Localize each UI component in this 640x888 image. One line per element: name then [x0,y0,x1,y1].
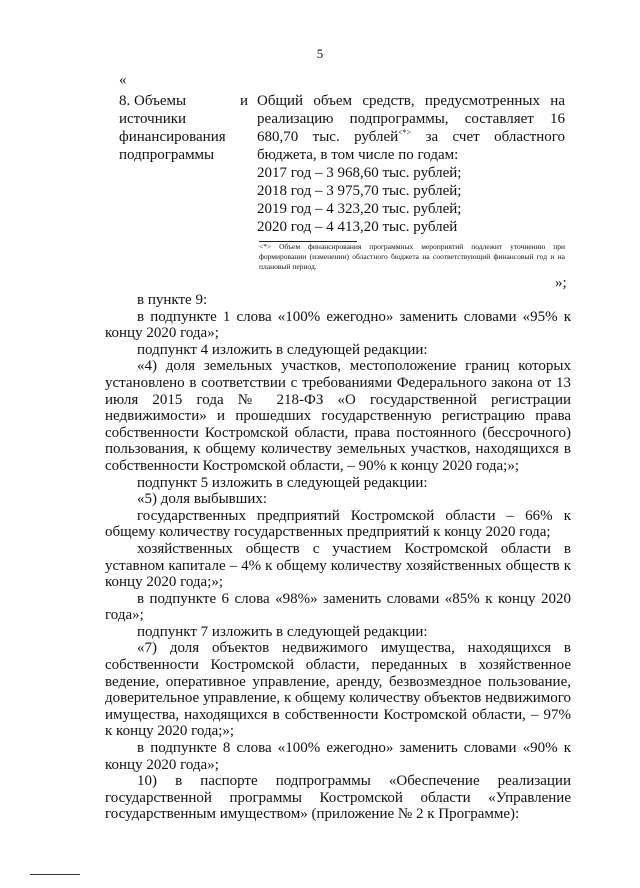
table-row-label [119,92,249,164]
funding-intro-tail: за счет областного бюджета, в том числе по годам: [257,129,565,163]
paragraph: 10) в паспорте подпрограммы «Обеспечение реализации государственной программы Костромской области «Управление государственным имуществом» (приложение № 2 к Программе): [105,773,571,823]
paragraph: в подпункте 1 слова «100% ежегодно» заменить словами «95% к концу 2020 года»; [105,308,571,342]
year-amount: 2020 год – 4 413,20 тыс. рублей [257,219,458,235]
paragraph: в подпункте 6 слова «98%» заменить словами «85% к концу 2020 года»; [105,590,571,624]
paragraph: «5) доля выбывших: [137,491,268,508]
table-row-value [257,92,565,236]
closing-quote-mark: »; [555,275,567,291]
paragraph: государственных предприятий Костромской области – 66% к общему количеству государственных предприятий к концу 2020 года; [105,507,571,541]
funding-intro-text: Общий объем средств, предусмотренных на реализацию подпрограммы, составляет 16 680,70 тыс. рублей [257,93,565,145]
opening-quote-mark: « [119,72,127,88]
page-number: 5 [316,46,324,61]
funding-intro [257,92,565,164]
paragraph: подпункт 4 изложить в следующей редакции: [137,341,428,358]
row-label-line: финансирования [119,129,226,145]
paragraph: подпункт 7 изложить в следующей редакции: [137,623,428,640]
paragraph: хозяйственных обществ с участием Костромской области в уставном капитале – 4% к общему количеству хозяйственных обществ к концу 2020 года;»; [105,540,571,591]
year-amount: 2018 год – 3 975,70 тыс. рублей; [257,183,462,199]
amendment-text [105,292,571,823]
footnote-mark: <*> [398,128,412,137]
row-label-connector: и [240,93,249,109]
paragraph: в подпункте 8 слова «100% ежегодно» заменить словами «90% к концу 2020 года»; [105,740,571,773]
year-amount: 2017 год – 3 968,60 тыс. рублей; [257,165,462,181]
paragraph: подпункт 5 изложить в следующей редакции: [137,474,428,491]
bottom-rule [30,874,80,875]
paragraph: «4) доля земельных участков, местоположение границ которых установлено в соответствии с требованиями Федерального закона от 13 июля 2015 года № 218-ФЗ «О государственной регистрации недвижимости» и прошедших государственную регистрацию права собственности Костромской области, права постоянного (бессрочного) пользования, к общему количеству земельных участков, находящихся в собственности Костромской области, – 90% к концу 2020 года;»; [105,358,571,474]
row-label-line: подпрограммы [119,147,215,163]
paragraph: «7) доля объектов недвижимого имущества, находящихся в собственности Костромской области, переданных в хозяйственное ведение, оперативное управление, аренду, безвозмездное пользование, доверительное управление, к общему количеству объектов недвижимого имущества, находящихся в собственности Костромской области, – 97% к концу 2020 года;»; [105,640,571,740]
paragraph: в пункте 9: [137,292,208,308]
row-label-line: источники [119,111,187,127]
footnote-text: <*> Объем финансирования программных мероприятий подлежит уточнению при формировании (изменении) областного бюджета на соответствующий финансовый год и на плановый период. [259,242,565,271]
row-label-line: 8. Объемы [119,93,187,109]
year-amount: 2019 год – 4 323,20 тыс. рублей; [257,201,462,217]
